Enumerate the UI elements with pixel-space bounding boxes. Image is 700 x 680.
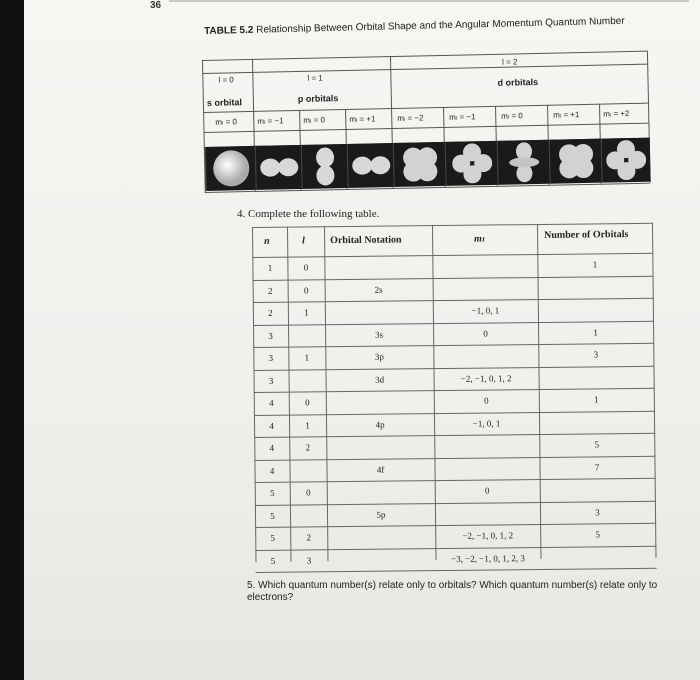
- cell-num: [538, 281, 653, 282]
- cell-l: 0: [303, 262, 309, 273]
- table-label: TABLE 5.2: [204, 24, 254, 37]
- d-orbitals-label: d orbitals: [497, 76, 539, 88]
- cell-num: 1: [592, 259, 598, 270]
- p-orbital-image: [347, 143, 394, 188]
- col-header-l: l: [302, 235, 305, 247]
- ml-header: mₗ = +1: [349, 114, 376, 124]
- cell-num: 7: [594, 461, 600, 472]
- ml-header: mₗ = +2: [603, 109, 630, 119]
- question-prompt: Complete the following table.: [248, 208, 380, 220]
- cell-n: 2: [268, 307, 273, 318]
- d-orbital-image: [601, 138, 651, 183]
- p-orbital-image: [301, 144, 348, 189]
- cell-l: 0: [305, 397, 310, 408]
- ml-header: mₗ = −2: [397, 113, 424, 123]
- l-header-1: l = 1: [307, 73, 323, 83]
- ml-header: mₗ = −1: [449, 112, 476, 122]
- cell-num: [540, 551, 655, 552]
- cell-notation: 5p: [376, 509, 386, 520]
- cell-l: 3: [306, 554, 312, 565]
- question-text: Which quantum number(s) relate only to orbitals? Which quantum number(s) relate only to electrons?: [247, 580, 658, 603]
- cell-num: [539, 371, 654, 372]
- cell-n: 5: [269, 487, 275, 498]
- cell-ml: −1, 0, 1: [472, 417, 501, 429]
- ml-header: mₗ = −1: [257, 116, 284, 126]
- cell-l: 0: [305, 487, 311, 498]
- question-5: [247, 580, 667, 604]
- col-header-ml: mₗ: [474, 233, 485, 245]
- l-header-0: l = 0: [218, 75, 234, 85]
- cell-n: 3: [268, 375, 274, 386]
- cell-num: [538, 304, 653, 305]
- col-header-num-orbitals: Number of Orbitals: [544, 229, 629, 241]
- cell-n: 4: [269, 420, 274, 431]
- p-orbitals-label: p orbitals: [297, 93, 339, 105]
- cell-l: 1: [304, 307, 309, 318]
- cell-ml: 0: [484, 485, 490, 496]
- s-orbital-label: s orbital: [206, 97, 243, 108]
- question-4: [237, 208, 379, 220]
- cell-n: 1: [267, 262, 273, 273]
- s-orbital-image: [205, 146, 256, 191]
- cell-notation: [327, 554, 435, 555]
- ml-header: mₗ = 0: [215, 117, 237, 127]
- cell-notation: 3d: [375, 374, 385, 385]
- cell-n: 4: [269, 442, 275, 453]
- question-number: 4.: [237, 208, 246, 220]
- col-header-n: n: [264, 235, 270, 247]
- cell-n: 5: [270, 532, 276, 543]
- cell-ml: −1, 0, 1: [471, 305, 500, 316]
- d-orbital-image: [497, 140, 550, 185]
- textbook-page: [24, 0, 700, 680]
- cell-ml: [434, 440, 539, 441]
- cell-n: 4: [269, 465, 275, 476]
- cell-notation: [325, 306, 433, 307]
- cell-l: 2: [306, 532, 312, 543]
- cell-notation: 2s: [374, 284, 383, 295]
- cell-ml: [432, 260, 537, 261]
- p-orbital-image: [255, 145, 302, 190]
- cell-ml: [435, 508, 540, 509]
- cell-n: 3: [268, 330, 273, 341]
- cell-notation: [324, 261, 432, 262]
- cell-n: 4: [269, 397, 274, 408]
- cell-ml: 0: [483, 328, 488, 339]
- cell-num: 1: [593, 326, 598, 337]
- cell-ml: −2, −1, 0, 1, 2: [462, 530, 514, 541]
- cell-l: 1: [304, 352, 310, 363]
- cell-n: 5: [270, 510, 275, 521]
- cell-notation: [327, 531, 435, 532]
- orbital-shape-table: [202, 51, 650, 195]
- cell-ml: [434, 463, 539, 464]
- question-number: 5.: [247, 580, 256, 591]
- d-orbital-image: [549, 139, 602, 184]
- cell-notation: [327, 486, 435, 487]
- cell-num: [539, 416, 654, 417]
- cell-l: 2: [305, 442, 311, 453]
- table-title: [204, 15, 654, 38]
- cell-l: 1: [305, 419, 310, 430]
- ml-header: mₗ = +1: [553, 110, 580, 120]
- cell-num: 5: [595, 529, 601, 540]
- col-header-notation: Orbital Notation: [330, 234, 402, 247]
- cell-notation: 3p: [374, 351, 384, 362]
- l-header-2: l = 2: [502, 57, 518, 67]
- cell-l: 0: [303, 284, 309, 295]
- quantum-number-table: [252, 223, 657, 566]
- cell-num: 3: [593, 349, 599, 360]
- cell-ml: [433, 283, 538, 284]
- cell-notation: 4p: [375, 419, 385, 430]
- ml-header: mₗ = 0: [303, 115, 325, 125]
- table-caption: Relationship Between Orbital Shape and the Angular Momentum Quantum Number: [256, 15, 625, 36]
- cell-ml: −2, −1, 0, 1, 2: [460, 372, 512, 384]
- cell-ml: 0: [484, 395, 489, 406]
- cell-ml: −3, −2, −1, 0, 1, 2, 3: [451, 552, 525, 564]
- cell-num: [540, 484, 655, 485]
- cell-num: 1: [594, 394, 599, 405]
- cell-num: 5: [594, 439, 600, 450]
- cell-notation: 3s: [375, 329, 384, 340]
- page-number: 36: [150, 0, 162, 11]
- d-orbital-image: [393, 142, 446, 187]
- cell-notation: [326, 441, 434, 442]
- book-spine-shadow: [0, 0, 24, 680]
- header-rule: [169, 0, 689, 2]
- cell-n: 5: [270, 555, 276, 566]
- ml-header: mₗ = 0: [501, 111, 523, 121]
- cell-notation: 4f: [376, 464, 385, 475]
- cell-num: 3: [595, 506, 600, 517]
- cell-n: 2: [267, 285, 273, 296]
- d-orbital-image: [445, 141, 498, 186]
- cell-n: 3: [268, 352, 274, 363]
- cell-notation: [326, 396, 434, 397]
- cell-ml: [433, 350, 538, 351]
